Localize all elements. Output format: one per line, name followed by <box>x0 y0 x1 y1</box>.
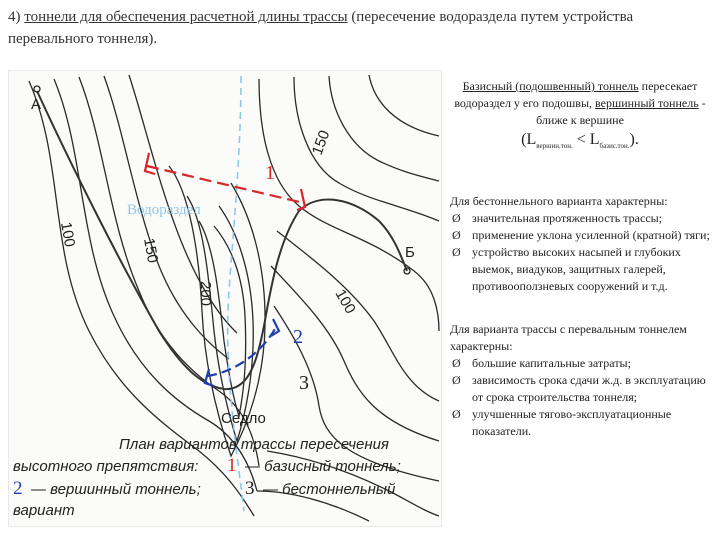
item-number: 4) <box>8 9 21 25</box>
list-item <box>450 406 710 440</box>
caption-line-2-rest: — базисный тоннель; <box>245 458 401 475</box>
bullet-arrow-icon: Ø <box>452 373 461 388</box>
formula-open: (L <box>521 131 537 148</box>
contour-label: 150 <box>140 236 162 265</box>
label-point-a: А <box>31 96 42 113</box>
basis-tunnel-text: пересекает водораздел у его подошвы, <box>454 79 698 110</box>
list-item-text: улучшенные тягово-эксплуатационные показатели. <box>472 407 672 439</box>
topographic-plan <box>9 71 441 526</box>
contour-line <box>329 76 439 181</box>
bullet-arrow-icon: Ø <box>452 356 461 371</box>
summit-tunnel-term: вершинный тоннель <box>595 96 699 110</box>
contour-line <box>271 266 439 441</box>
list-item-text: зависимость срока сдачи ж.д. в эксплуатацию от срока строительства тоннеля; <box>472 373 706 405</box>
tunnel-definition <box>450 78 710 129</box>
summit-tunnel-text: - ближе к вершине <box>536 96 706 127</box>
caption-line-3-num: 2 <box>13 478 23 499</box>
list-item <box>450 227 710 244</box>
caption-line-2-num: 1 <box>227 455 237 476</box>
list-item-text: значительная протяженность трассы; <box>472 211 663 226</box>
no-tunnel-intro: Для бестоннельного варианта характерны: <box>450 194 668 209</box>
variant-3-label: 3 <box>299 372 309 394</box>
bullet-arrow-icon: Ø <box>452 211 461 226</box>
list-item-text: большие капитальные затраты; <box>472 356 631 371</box>
label-watershed: Водораздел <box>127 202 201 218</box>
caption-line-2-text: высотного препятствия: <box>13 458 199 475</box>
header-title-underlined: тоннели для обеспечения расчетной длины трассы <box>24 9 348 25</box>
label-point-b: Б <box>405 244 415 261</box>
pass-tunnel-section <box>450 321 710 440</box>
contour-label: 100 <box>57 220 79 249</box>
caption-line-3-num3: 3 <box>245 478 255 499</box>
variant-1-label: 1 <box>265 162 275 184</box>
contour-line <box>79 77 259 466</box>
no-tunnel-list <box>450 210 710 295</box>
caption-line-1: План вариантов трассы пересечения <box>119 436 389 453</box>
route-3-line <box>37 91 407 389</box>
caption-line-4: вариант <box>13 502 75 519</box>
bullet-arrow-icon: Ø <box>452 407 461 422</box>
basis-tunnel-term: Базисный (подошвенный) тоннель <box>462 79 639 93</box>
pass-tunnel-list <box>450 355 710 440</box>
slide-header <box>8 6 713 50</box>
contour-label: 200 <box>197 281 214 307</box>
variant-2-label: 2 <box>293 326 303 348</box>
pass-tunnel-intro: Для варианта трассы с перевальным тоннелем характерны: <box>450 322 687 354</box>
formula-lt: < L <box>572 131 600 148</box>
contour-label: 100 <box>331 286 359 317</box>
header-title-rest: (пересечение водораздела путем устройства перевального тоннеля). <box>8 9 634 47</box>
label-saddle: Седло <box>221 410 266 427</box>
list-item <box>450 244 710 295</box>
bullet-arrow-icon: Ø <box>452 245 461 260</box>
map-caption <box>13 436 401 519</box>
contour-line <box>369 75 439 136</box>
contour-label: 150 <box>308 128 334 158</box>
bullet-arrow-icon: Ø <box>452 228 461 243</box>
caption-line-3-rest: — бестоннельный <box>263 481 396 498</box>
formula-sub-basis: базис.тон. <box>599 142 630 151</box>
route-plan-map <box>8 70 442 527</box>
list-item <box>450 210 710 227</box>
formula-sub-summit: вершин.тон. <box>536 142 573 151</box>
list-item-text: применение уклона усиленной (кратной) тяги; <box>472 228 710 243</box>
formula-close: ). <box>629 131 639 148</box>
list-item-text: устройство высоких насыпей и глубоких выемок, виадуков, защитных галерей, противооползневых сооружений и т.д. <box>472 245 681 294</box>
description-panel <box>450 78 710 440</box>
list-item <box>450 372 710 406</box>
caption-line-3-text: — вершинный тоннель; <box>31 481 201 498</box>
list-item <box>450 355 710 372</box>
contour-line <box>54 79 257 491</box>
contour-line <box>187 196 253 441</box>
length-formula <box>450 131 710 155</box>
no-tunnel-section <box>450 193 710 295</box>
